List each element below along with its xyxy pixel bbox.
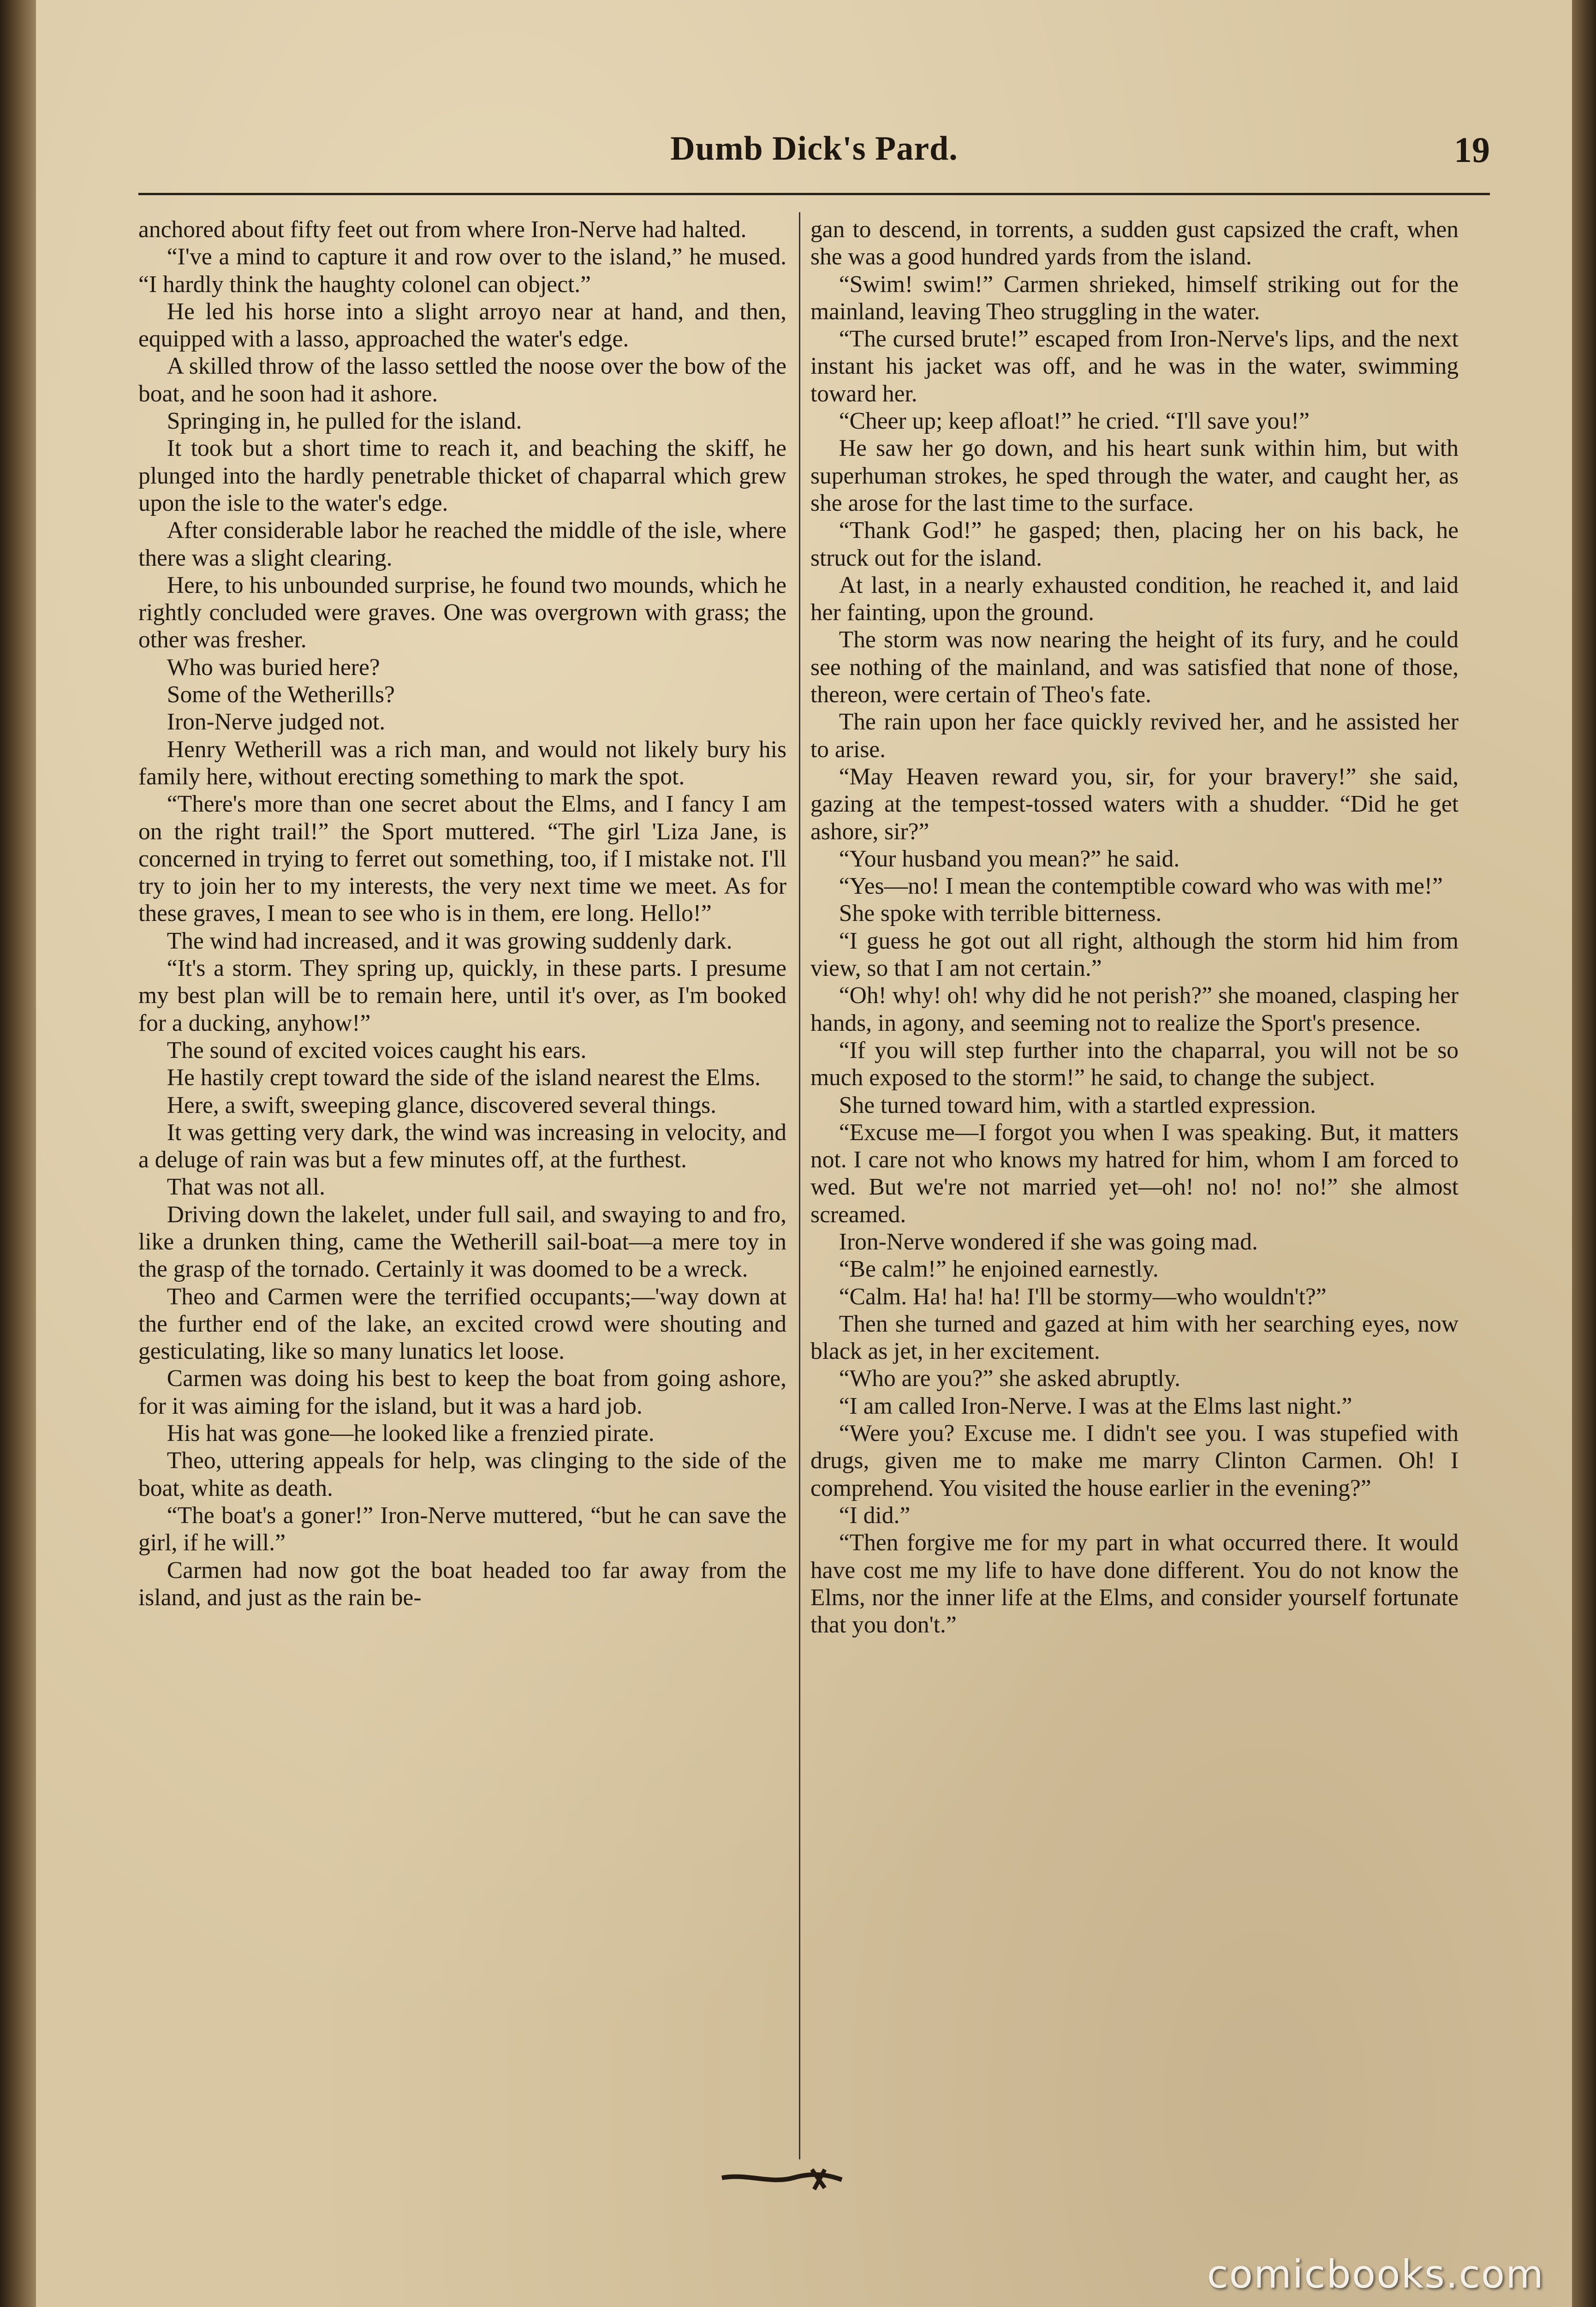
paragraph: “I've a mind to capture it and row over to the island,” he mused. “I hardly think the haughty colonel can object.” <box>138 244 786 298</box>
paragraph: “I am called Iron-Nerve. I was at the Elms last night.” <box>839 1393 1352 1419</box>
paragraph: At last, in a nearly exhausted condition, he reached it, and laid her fainting, upon the ground. <box>810 572 1459 626</box>
paragraph: Here, a swift, sweeping glance, discovered several things. <box>167 1092 717 1118</box>
column-divider <box>799 212 800 2159</box>
paragraph: “Who are you?” she asked abruptly. <box>839 1365 1181 1392</box>
paragraph: He saw her go down, and his heart sunk within him, but with superhuman strokes, he sped through the water, and caught her, as she arose for the last time to the surface. <box>810 435 1459 516</box>
paragraph: “Excuse me—I forgot you when I was speaking. But, it matters not. I care not who knows my hatred for him, whom I am forced to wed. But we're not married yet—oh! no! no! no!” she almost screamed. <box>810 1119 1459 1228</box>
paragraph: “If you will step further into the chaparral, you will not be so much exposed to the storm!” he said, to change the subject. <box>810 1037 1459 1091</box>
paragraph: Some of the Wetherills? <box>167 681 395 708</box>
paragraph: Carmen had now got the boat headed too far away from the island, and just as the rain be- <box>138 1557 786 1611</box>
watermark: comicbooks.com <box>1207 2252 1544 2297</box>
paragraph: “Thank God!” he gasped; then, placing her on his back, he struck out for the island. <box>810 517 1459 571</box>
paragraph: “Be calm!” he enjoined earnestly. <box>839 1256 1159 1283</box>
paragraph: He hastily crept toward the side of the island nearest the Elms. <box>167 1064 761 1091</box>
paragraph: “The boat's a goner!” Iron-Nerve muttered, “but he can save the girl, if he will.” <box>138 1502 786 1556</box>
paragraph: The storm was now nearing the height of its fury, and he could see nothing of the mainland, and was satisfied that none of those, thereon, were certain of Theo's fate. <box>810 627 1459 708</box>
paragraph: anchored about fifty feet out from where Iron-Nerve had halted. <box>138 216 747 243</box>
paragraph: That was not all. <box>167 1174 326 1201</box>
paragraph: Iron-Nerve judged not. <box>167 709 386 735</box>
paragraph: Who was buried here? <box>167 654 380 681</box>
paragraph: She turned toward him, with a startled expression. <box>839 1092 1316 1118</box>
running-title: Dumb Dick's Pard. <box>670 130 958 167</box>
paragraph: “Cheer up; keep afloat!” he cried. “I'll save you!” <box>839 408 1310 435</box>
paragraph: Springing in, he pulled for the island. <box>167 408 522 435</box>
paragraph: “It's a storm. They spring up, quickly, in these parts. I presume my best plan will be to remain here, until it's over, as I'm booked for a ducking, anyhow!” <box>138 955 786 1036</box>
paragraph: “The cursed brute!” escaped from Iron-Nerve's lips, and the next instant his jacket was off, and he was in the water, swimming toward her. <box>810 326 1459 407</box>
paragraph: After considerable labor he reached the middle of the isle, where there was a slight clearing. <box>138 517 786 571</box>
paragraph: “Swim! swim!” Carmen shrieked, himself striking out for the mainland, leaving Theo struggling in the water. <box>810 271 1459 325</box>
paragraph: It took but a short time to reach it, and beaching the skiff, he plunged into the hardly penetrable thicket of chaparral which grew upon the isle to the water's edge. <box>138 435 786 516</box>
scan-left-margin <box>0 0 36 2307</box>
paragraph: The rain upon her face quickly revived her, and he assisted her to arise. <box>810 709 1459 763</box>
paragraph: Iron-Nerve wondered if she was going mad. <box>839 1228 1258 1255</box>
paragraph: Then she turned and gazed at him with her searching eyes, now black as jet, in her excitement. <box>810 1310 1459 1365</box>
scan-right-edge <box>1572 0 1596 2307</box>
header-rule <box>138 193 1490 195</box>
paragraph: “Oh! why! oh! why did he not perish?” she moaned, clasping her hands, in agony, and seeming not to realize the Sport's presence. <box>810 982 1459 1036</box>
page-number: 19 <box>1454 130 1490 170</box>
paragraph: His hat was gone—he looked like a frenzied pirate. <box>167 1420 655 1447</box>
page-header <box>138 129 1490 180</box>
paragraph: “Calm. Ha! ha! ha! I'll be stormy—who wouldn't?” <box>839 1283 1327 1310</box>
paragraph: Theo, uttering appeals for help, was clinging to the side of the boat, white as death. <box>138 1447 786 1501</box>
paragraph: “I did.” <box>839 1502 911 1529</box>
paragraph: “I guess he got out all right, although the storm hid him from view, so that I am not certain.” <box>810 927 1459 982</box>
paragraph: She spoke with terrible bitterness. <box>839 900 1162 927</box>
left-column <box>138 216 786 1611</box>
paragraph: Driving down the lakelet, under full sail, and swaying to and fro, like a drunken thing, came the Wetherill sail-boat—a mere toy in the grasp of the tornado. Certainly it was doomed to be a wreck. <box>138 1201 786 1283</box>
paragraph: Carmen was doing his best to keep the boat from going ashore, for it was aiming for the island, but it was a hard job. <box>138 1365 786 1419</box>
paragraph: “Then forgive me for my part in what occurred there. It would have cost me my life to have done different. You do not know the Elms, nor the inner life at the Elms, and consider yourself fortunate that you don't.” <box>810 1530 1459 1638</box>
paragraph: gan to descend, in torrents, a sudden gust capsized the craft, when she was a good hundred yards from the island. <box>810 216 1459 270</box>
ornament-dash-icon <box>720 2164 844 2196</box>
paragraph: “May Heaven reward you, sir, for your bravery!” she said, gazing at the tempest-tossed waters with a shudder. “Did he get ashore, sir?” <box>810 763 1459 845</box>
paragraph: “Your husband you mean?” he said. <box>839 845 1180 872</box>
paragraph: Theo and Carmen were the terrified occupants;—'way down at the further end of the lake, an excited crowd were shouting and gesticulating, like so many lunatics let loose. <box>138 1283 786 1365</box>
paragraph: A skilled throw of the lasso settled the noose over the bow of the boat, and he soon had it ashore. <box>138 353 786 407</box>
paragraph: He led his horse into a slight arroyo near at hand, and then, equipped with a lasso, approached the water's edge. <box>138 298 786 353</box>
paragraph: It was getting very dark, the wind was increasing in velocity, and a deluge of rain was but a few minutes off, at the furthest. <box>138 1119 786 1173</box>
right-column <box>810 216 1459 1638</box>
paragraph: “Were you? Excuse me. I didn't see you. I was stupefied with drugs, given me to make me marry Clinton Carmen. Oh! I comprehend. You visited the house earlier in the evening?” <box>810 1420 1459 1501</box>
paragraph: Here, to his unbounded surprise, he found two mounds, which he rightly concluded were graves. One was overgrown with grass; the other was fresher. <box>138 572 786 653</box>
paragraph: “There's more than one secret about the Elms, and I fancy I am on the right trail!” the Sport muttered. “The girl 'Liza Jane, is concerned in trying to ferret out something, too, if I mistake not. I'll try to join her to my interests, the very next time we meet. As for these graves, I mean to see who is in them, ere long. Hello!” <box>138 791 786 927</box>
paragraph: “Yes—no! I mean the contemptible coward who was with me!” <box>839 873 1443 900</box>
paragraph: The sound of excited voices caught his ears. <box>167 1037 587 1064</box>
paragraph: The wind had increased, and it was growing suddenly dark. <box>167 927 732 954</box>
paragraph: Henry Wetherill was a rich man, and would not likely bury his family here, without erecting something to mark the spot. <box>138 736 786 790</box>
